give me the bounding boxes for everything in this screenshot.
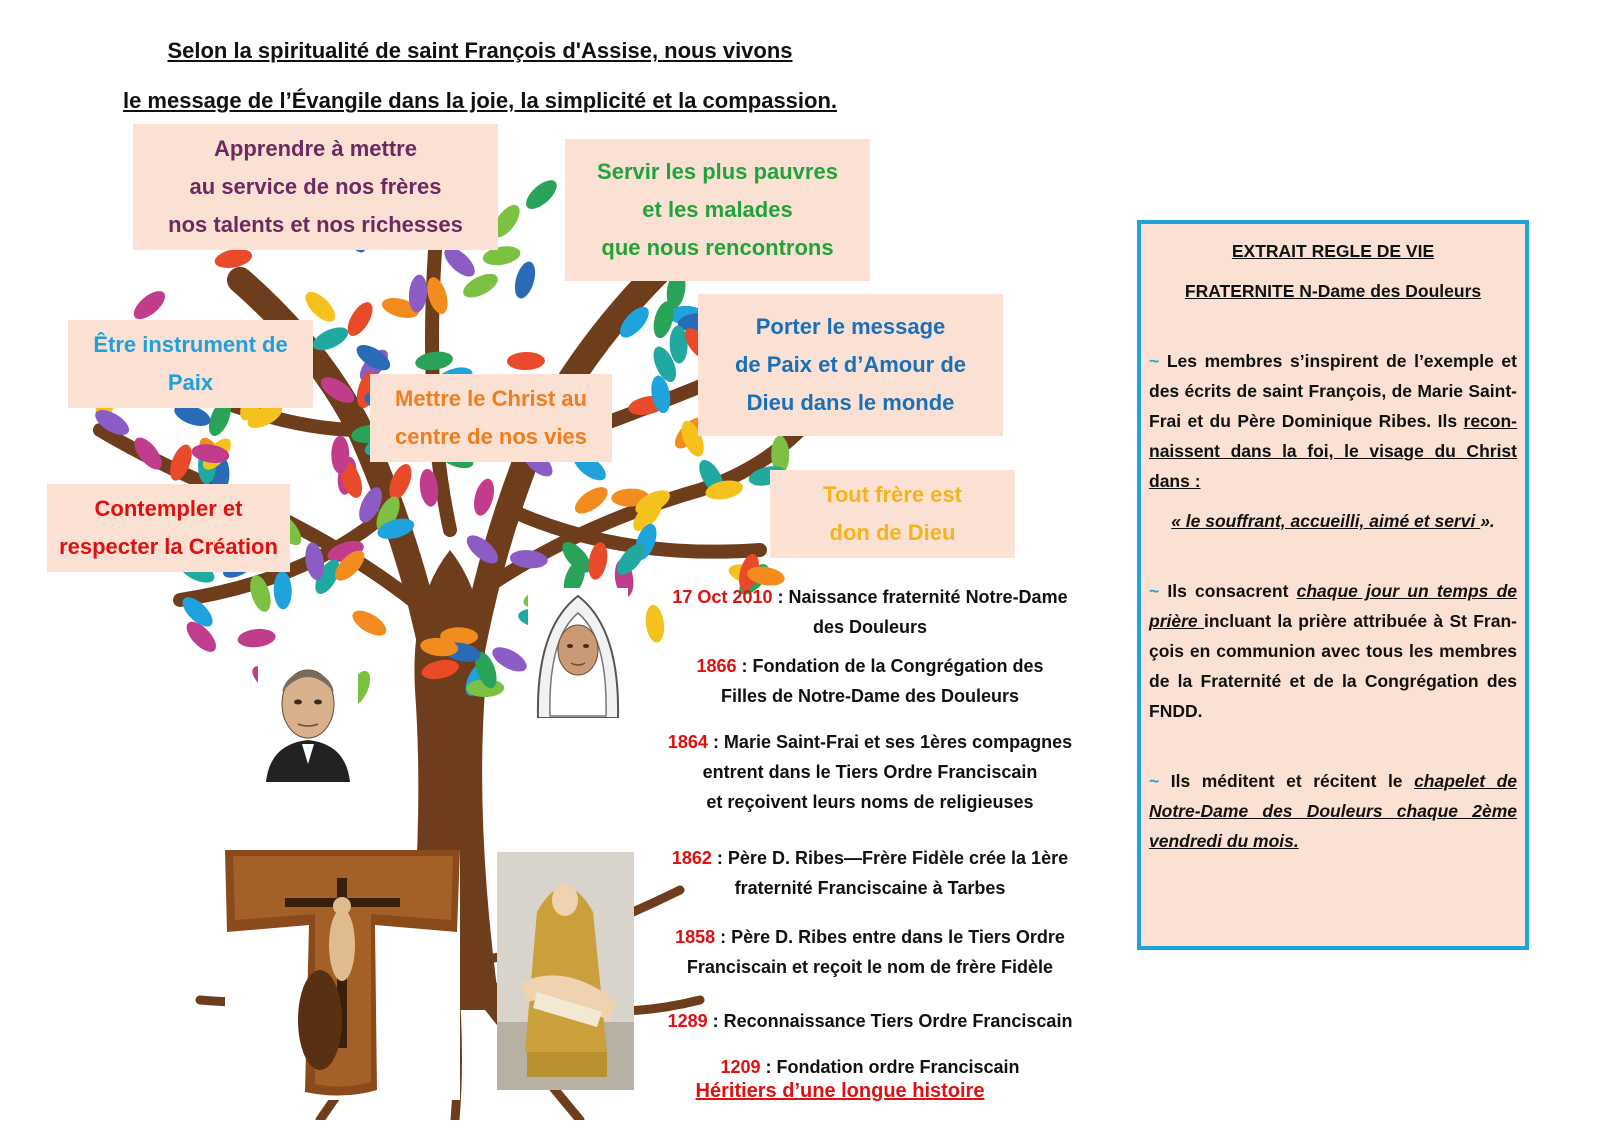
timeline-line (640, 1052, 1100, 1082)
timeline-item-1862 (640, 843, 1100, 903)
value-box-brother-gift (770, 470, 1015, 558)
value-line: de Paix et d’Amour de (734, 352, 967, 377)
timeline-text: : Père D. Ribes entre dans le Tiers Ordre (715, 927, 1065, 947)
value-line: Mettre le Christ au (395, 386, 587, 411)
rule-paragraph-2 (1149, 576, 1517, 726)
rule-text-emphasis: chapelet de Notre-Dame des Douleurs chaque 2ème vendredi du mois. (1149, 771, 1517, 851)
tilde-marker: ~ (1149, 771, 1160, 791)
timeline-year: 1866 (696, 656, 737, 676)
rule-of-life-box (1137, 220, 1529, 950)
tau-cross-crucifix-image (225, 850, 460, 1100)
rule-subtitle: FRATERNITE N-Dame des Douleurs (1184, 281, 1482, 301)
value-line: centre de nos vies (395, 424, 587, 449)
tree-leaf (237, 627, 277, 649)
timeline-text: : Fondation ordre Franciscain (760, 1057, 1020, 1077)
timeline-line (640, 922, 1100, 952)
rule-text: Les membres s’inspirent de l’exemple et des écrits de saint François, de Marie Saint-Frai et du Père Dominique Ribes. Ils (1149, 351, 1517, 431)
rule-paragraph-3 (1149, 766, 1517, 856)
timeline-year: 1289 (667, 1011, 708, 1031)
timeline-text: : Reconnaissance Tiers Ordre Franciscain (707, 1011, 1073, 1031)
heading-line-1: Selon la spiritualité de saint François d'Assise, nous vivons (167, 38, 793, 63)
rule-text: Ils méditent et récitent le (1159, 771, 1415, 791)
timeline-year: 1862 (671, 848, 712, 868)
timeline-line: et reçoivent leurs noms de religieuses (706, 792, 1034, 812)
tree-leaf (669, 325, 688, 364)
timeline-item-1864 (640, 727, 1100, 817)
pieta-statue-image (497, 852, 634, 1090)
tilde-marker: ~ (1149, 351, 1160, 371)
timeline-line (640, 651, 1100, 681)
timeline-year: 1209 (720, 1057, 761, 1077)
value-line: Tout frère est (823, 482, 962, 507)
value-box-creation (47, 484, 290, 572)
value-line: don de Dieu (829, 520, 956, 545)
value-line: nos talents et nos richesses (168, 212, 463, 237)
tree-leaf (470, 477, 497, 518)
value-line: Dieu dans le monde (746, 390, 955, 415)
tree-leaf (507, 352, 545, 371)
timeline-line (640, 1006, 1100, 1036)
rule-quote-text: « le souffrant, accueilli, aimé et servi (1171, 511, 1481, 531)
value-line: Porter le message (755, 314, 946, 339)
portrait-nun-marie-saint-frai (528, 588, 628, 718)
value-line: au service de nos frères (189, 174, 442, 199)
timeline-item-1858 (640, 922, 1100, 982)
rule-text: incluant la prière attribuée à St Fran-çois en communion avec tous les membres de la Fraternité et de la Congrégation des FNDD. (1149, 611, 1517, 721)
value-box-serve-poor (565, 139, 870, 281)
timeline-line (640, 727, 1100, 757)
timeline-line (640, 582, 1100, 612)
value-line: respecter la Création (59, 534, 278, 559)
rule-quote (1149, 506, 1517, 536)
value-box-talents (133, 124, 498, 250)
rule-text-emphasis: chaque jour un temps de prière (1149, 581, 1517, 631)
heading-line-2: le message de l’Évangile dans la joie, la simplicité et la compassion. (122, 88, 838, 113)
tree-leaf (331, 436, 349, 474)
timeline-line (640, 843, 1100, 873)
timeline-text: : Père D. Ribes—Frère Fidèle crée la 1ère (711, 848, 1069, 868)
timeline-year: 1858 (675, 927, 716, 947)
timeline-text: : Naissance fraternité Notre-Dame (772, 587, 1068, 607)
tree-leaf (129, 286, 170, 324)
timeline-item-1866 (640, 651, 1100, 711)
tree-leaf (571, 482, 612, 519)
timeline-line: entrent dans le Tiers Ordre Franciscain (702, 762, 1038, 782)
value-line: Être instrument de (93, 332, 288, 357)
tree-leaf (521, 175, 561, 214)
rule-paragraph-1 (1149, 346, 1517, 496)
value-line: Paix (167, 370, 214, 395)
timeline-line: Franciscain et reçoit le nom de frère Fidèle (686, 957, 1054, 977)
timeline-item-2010 (640, 582, 1100, 642)
value-box-peace-instrument (68, 320, 313, 408)
rule-text-underlined: recon-naissent dans la foi, le visage du Christ dans : (1149, 411, 1517, 491)
value-line: et les malades (642, 197, 793, 222)
value-line: Contempler et (94, 496, 243, 521)
timeline-item-1289 (640, 1006, 1100, 1036)
tree-leaf (511, 259, 539, 300)
value-line: Servir les plus pauvres (597, 159, 838, 184)
timeline-year: 17 Oct 2010 (672, 587, 773, 607)
timeline-text: : Marie Saint-Frai et ses 1ères compagnes (707, 732, 1073, 752)
rule-quote-end: ». (1480, 511, 1495, 531)
tree-leaf (414, 349, 454, 372)
value-line: que nous rencontrons (601, 235, 834, 260)
timeline-line: fraternité Franciscaine à Tarbes (734, 878, 1006, 898)
value-box-message (698, 294, 1003, 436)
timeline-item-1209 (640, 1052, 1100, 1082)
tree-leaf (348, 606, 390, 641)
rule-text: Ils consacrent (1159, 581, 1297, 601)
timeline-year: 1864 (667, 732, 708, 752)
heritage-caption: Héritiers d’une longue histoire (695, 1080, 985, 1102)
rule-title: EXTRAIT REGLE DE VIE (1231, 241, 1435, 261)
timeline-line: Filles de Notre-Dame des Douleurs (720, 686, 1020, 706)
timeline-line: des Douleurs (812, 617, 928, 637)
portrait-pere-ribes (258, 652, 358, 782)
value-box-christ-centre (370, 374, 612, 462)
timeline-text: : Fondation de la Congrégation des (736, 656, 1044, 676)
tilde-marker: ~ (1149, 581, 1160, 601)
value-line: Apprendre à mettre (214, 136, 417, 161)
